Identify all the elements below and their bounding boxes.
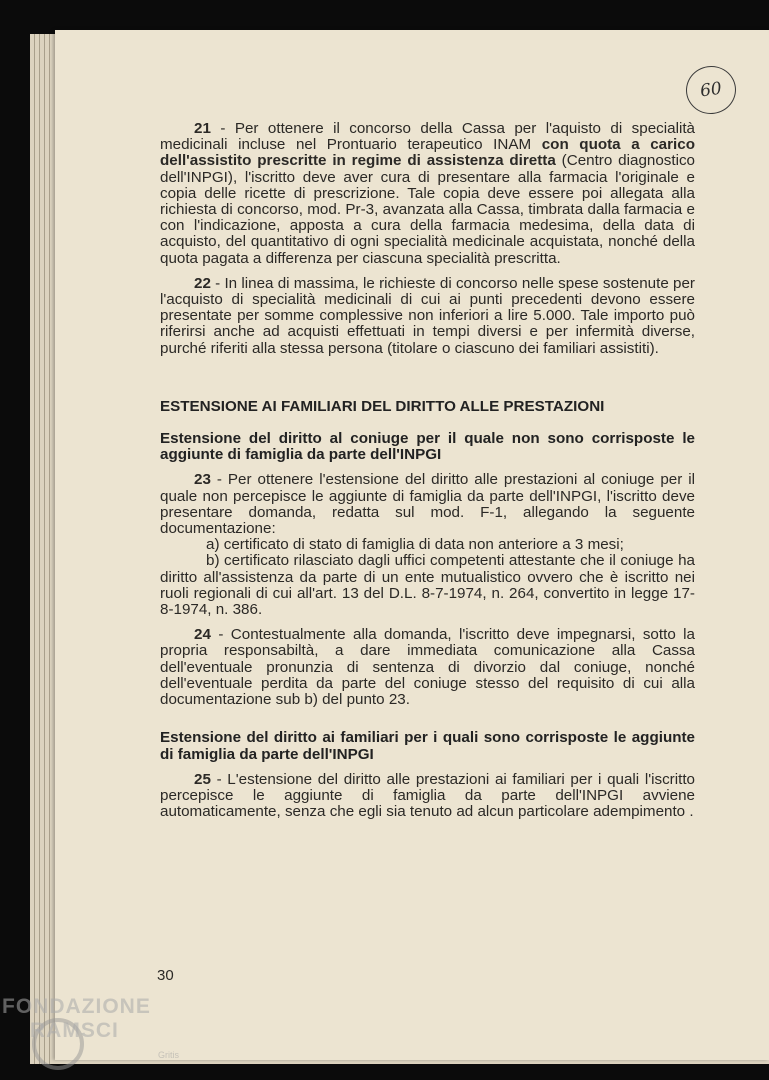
paragraph-25 xyxy=(160,772,695,821)
subsection-title-spouse: Estensione del diritto al coniuge per il quale non sono corrisposte le aggiunte di famiglia da parte dell'INPGI xyxy=(160,430,695,464)
section-title: ESTENSIONE AI FAMILIARI DEL DIRITTO ALLE PRESTAZIONI xyxy=(160,397,605,415)
watermark-line-2: RAMSCI xyxy=(30,1019,119,1042)
page-edge xyxy=(34,34,35,1064)
paragraph-number: 22 xyxy=(194,274,211,292)
subsection-title-family: Estensione del diritto ai familiari per i quali sono corrisposte le aggiunte di famiglia da parte dell'INPGI xyxy=(160,729,695,763)
paragraph-number: 24 xyxy=(194,626,211,644)
paragraph-24 xyxy=(160,627,695,708)
watermark xyxy=(2,995,151,1043)
paragraph-text: - Per ottenere il concorso della Cassa per l'aquisto di specialità medicinali incluse nel Prontuario terapeutico INAM xyxy=(160,120,695,154)
paragraph-bold-text: con quota a carico dell'assistito prescritte in regime di assistenza diretta xyxy=(160,136,695,170)
page-edge xyxy=(49,34,50,1064)
paragraph-text: - In linea di massima, le richieste di concorso nelle spese sostenute per l'acquisto di specialità medicinali di cui ai punti precedenti devono essere presentate per somme complessive non inferiori a lire 5.000. Tale importo può riferirsi anche ad acquisti effettuati in tempi diversi e per infermità diverse, purché riferiti alla stessa persona (titolare o ciascuno dei familiari assistiti). xyxy=(160,274,695,357)
watermark-line-1: FONDAZIONE xyxy=(2,995,151,1018)
paragraph-text: (Centro diagnostico dell'INPGI), l'iscritto deve aver cura di presentare alla farmacia l'originale e copia delle ricette di prescrizione. Tale copia deve essere poi allegata alla richiesta di concorso, mod. Pr-3, avanzata alla Cassa, timbrata dalla farmacia e con l'indicazione, apposta a cura della farmacia medesima, della data di acquisto, del quantitativo di ogni specialità medicinale acquistata, nonché della quota pagata a differenza per ciascuna specialità prescritta. xyxy=(160,152,696,267)
paragraph-23 xyxy=(160,472,695,537)
page-edge xyxy=(44,34,45,1064)
paragraph-text: - Per ottenere l'estensione del diritto alle prestazioni al coniuge per il quale non percepisce le aggiunte di famiglia da parte dell'INPGI, l'iscritto deve presentare domanda, redatta sul mod. F-1, allegando la seguente documentazione: xyxy=(160,471,695,538)
list-item-b: b) certificato rilasciato dagli uffici competenti attestante che il coniuge ha diritto all'assistenza da parte di un ente mutualistico ovvero che è iscritto nei ruoli regionali di cui all'art. 13 del D.L. 8-7-1974, n. 264, convertito in legge 17-8-1974, n. 386. xyxy=(160,552,695,619)
paragraph-21 xyxy=(160,121,695,267)
paragraph-22 xyxy=(160,276,695,357)
paragraph-text: - Contestualmente alla domanda, l'iscritto deve impegnarsi, sotto la propria responsabiltà, a dare immediata comunicazione alla Cassa dell'eventuale pronunzia di sentenza di divorzio dal coniuge, nonché dell'eventuale perdita da parte del coniuge stesso del requisito di cui alla documentazione sub b) del punto 23. xyxy=(160,626,695,709)
paragraph-number: 21 xyxy=(194,120,211,137)
page-number: 30 xyxy=(157,967,174,984)
watermark-small-text: Gritis xyxy=(158,1050,179,1060)
page-edge xyxy=(39,34,40,1064)
list-item-a: a) certificato di stato di famiglia di data non anteriore a 3 mesi; xyxy=(206,536,624,554)
paragraph-number: 25 xyxy=(194,770,211,788)
document-body xyxy=(160,121,695,820)
paragraph-text: - L'estensione del diritto alle prestazioni ai familiari per i quali l'iscritto percepisce le aggiunte di famiglia da parte dell'INPGI avviene automaticamente, senza che egli sia tenuto ad alcun particolare adempimento . xyxy=(160,770,695,821)
stamp-number: 60 xyxy=(698,78,724,102)
paragraph-number: 23 xyxy=(194,471,211,489)
